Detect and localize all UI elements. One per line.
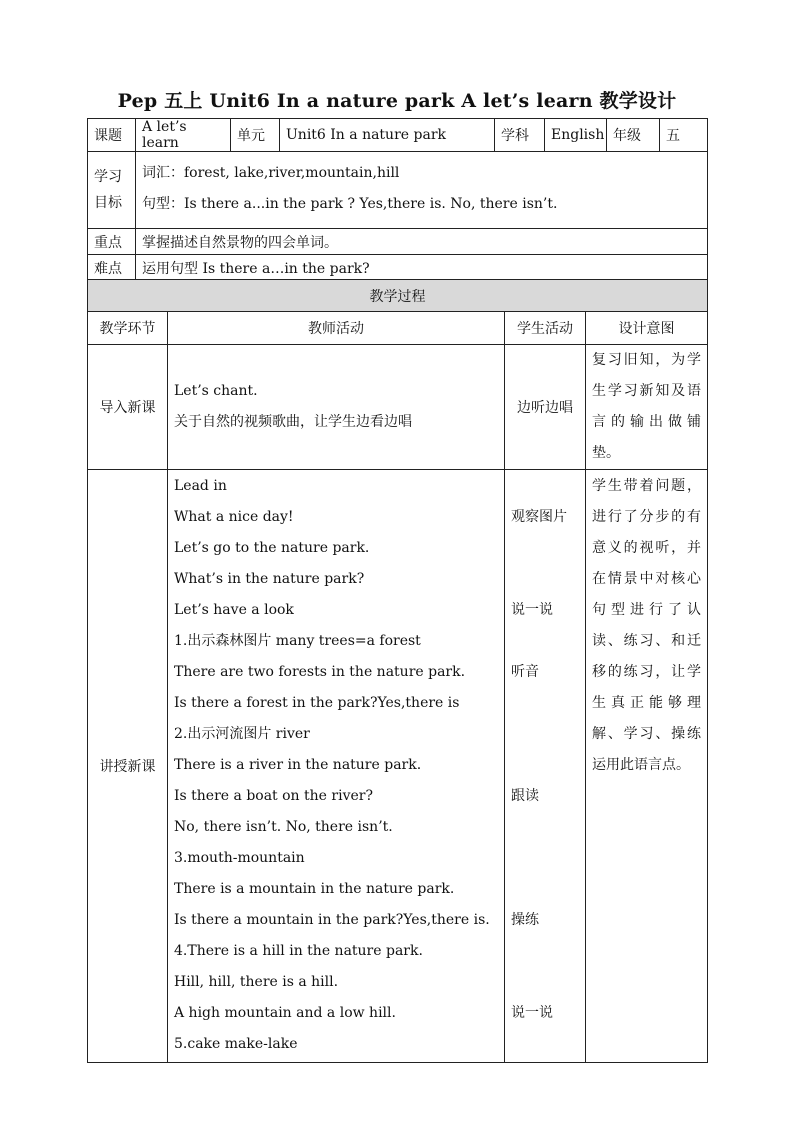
teach-student-line	[511, 750, 579, 781]
goal-sentence: 句型：Is there a...in the park ? Yes,there is. No, there isn’t.	[142, 196, 558, 212]
subject-value: English	[545, 119, 607, 152]
teach-teacher-line: Is there a forest in the park?Yes,there is	[174, 695, 460, 711]
teach-student-line	[511, 626, 579, 657]
teach-teacher-line: What’s in the nature park?	[174, 571, 365, 587]
intro-teacher	[168, 345, 505, 470]
teach-teacher-line: There is a river in the nature park.	[174, 757, 422, 773]
intro-stage: 导入新课	[88, 345, 168, 470]
header-purpose: 设计意图	[586, 312, 708, 345]
process-table	[87, 279, 708, 1063]
teach-teacher-line: There is a mountain in the nature park.	[174, 881, 455, 897]
difficult-point: 运用句型 Is there a…in the park?	[136, 255, 708, 282]
key-label: 重点	[88, 229, 136, 255]
intro-teacher-line: Let’s chant.	[174, 383, 258, 399]
teach-student-line: 说一说	[511, 1005, 553, 1021]
teach-student-line	[511, 967, 579, 998]
intro-purpose: 复习旧知，为学生学习新知及语言的输出做铺垫。	[586, 345, 708, 470]
teach-teacher-line: There are two forests in the nature park.	[174, 664, 466, 680]
goal-label-line1: 学习	[94, 169, 122, 185]
teach-student-line	[511, 936, 579, 967]
document-title: Pep 五上 Unit6 In a nature park A let’s learn 教学设计	[117, 90, 677, 112]
info-table	[87, 118, 708, 282]
topic-label: 课题	[88, 119, 136, 152]
teach-student-line	[511, 688, 579, 719]
teach-student-line	[511, 1029, 579, 1060]
header-student: 学生活动	[505, 312, 586, 345]
teach-teacher	[168, 470, 505, 1063]
teach-student	[505, 470, 586, 1063]
teach-student-line: 操练	[511, 912, 539, 928]
teach-student-line	[511, 874, 579, 905]
teach-teacher-line: Hill, hill, there is a hill.	[174, 974, 339, 990]
teach-student-line	[511, 471, 579, 502]
teach-teacher-line: A high mountain and a low hill.	[174, 1005, 396, 1021]
goal-label	[88, 152, 136, 229]
header-stage: 教学环节	[88, 312, 168, 345]
teach-purpose: 学生带着问题，进行了分步的有意义的视听，并在情景中对核心句型进行了认读、练习、和迁移的练习，让学生真正能够理解、学习、操练运用此语言点。	[586, 470, 708, 1063]
teach-student-line	[511, 719, 579, 750]
teach-student-line: 跟读	[511, 788, 539, 804]
teach-student-line	[511, 843, 579, 874]
subject-label: 学科	[495, 119, 545, 152]
teach-teacher-line: Let’s have a look	[174, 602, 294, 618]
teach-stage: 讲授新课	[88, 470, 168, 1063]
teach-teacher-line: What a nice day!	[174, 509, 294, 525]
goal-vocab: 词汇：forest, lake,river,mountain,hill	[142, 165, 400, 181]
header-teacher: 教师活动	[168, 312, 505, 345]
teach-student-line	[511, 564, 579, 595]
teach-teacher-line: 1.出示森林图片 many trees=a forest	[174, 633, 421, 649]
grade-label: 年级	[607, 119, 660, 152]
process-section-title: 教学过程	[88, 280, 708, 312]
teach-teacher-line: Let’s go to the nature park.	[174, 540, 370, 556]
intro-student: 边听边唱	[505, 345, 586, 470]
teach-student-line: 观察图片	[511, 509, 567, 525]
teach-student-line	[511, 812, 579, 843]
teach-teacher-line: No, there isn’t. No, there isn’t.	[174, 819, 393, 835]
goal-label-line2: 目标	[94, 195, 122, 211]
unit-value: Unit6 In a nature park	[280, 119, 495, 152]
teach-teacher-line: Is there a boat on the river?	[174, 788, 373, 804]
teach-teacher-line: Lead in	[174, 478, 227, 494]
teach-teacher-line: 4.There is a hill in the nature park.	[174, 943, 423, 959]
teach-student-line: 说一说	[511, 602, 553, 618]
teach-student-line	[511, 533, 579, 564]
unit-label: 单元	[231, 119, 280, 152]
intro-teacher-line: 关于自然的视频歌曲，让学生边看边唱	[174, 414, 412, 430]
teach-teacher-line: Is there a mountain in the park?Yes,there is.	[174, 912, 490, 928]
difficult-label: 难点	[88, 255, 136, 282]
key-point: 掌握描述自然景物的四会单词。	[136, 229, 708, 255]
topic-value: A let’s learn	[136, 119, 231, 152]
grade-value: 五	[660, 119, 708, 152]
teach-teacher-line: 2.出示河流图片 river	[174, 726, 310, 742]
teach-student-line: 听音	[511, 664, 539, 680]
teach-teacher-line: 3.mouth-mountain	[174, 850, 305, 866]
teach-teacher-line: 5.cake make-lake	[174, 1036, 298, 1052]
